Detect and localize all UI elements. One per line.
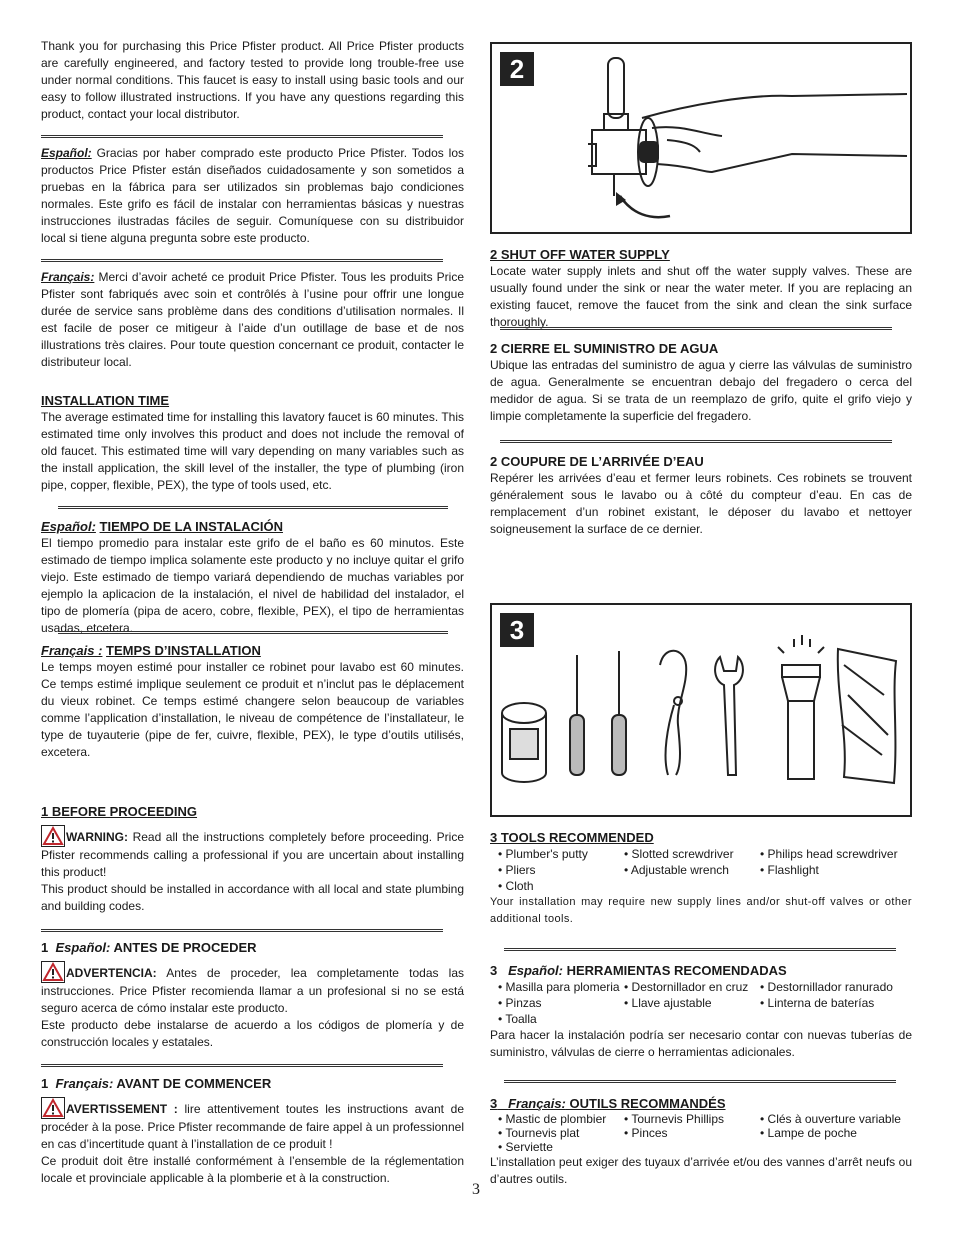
divider [500, 327, 892, 330]
warning-label: AVERTISSEMENT : [66, 1102, 178, 1116]
figure-number: 3 [500, 613, 534, 647]
install-time-text: The average estimated time for installing this lavatory faucet is 60 minutes. This estimated time only involves this product and does not include the removal of old faucet. This estimated time will vary depending on many variables such as the install application, the skill level of the installer, the type of plumbing (iron pipe, copper, flexible, PEX), the type of tools used, etc. [41, 410, 464, 492]
figure-2-shutoff-valve [490, 42, 912, 234]
step-number: 1 [41, 940, 49, 955]
intro-french [41, 269, 464, 371]
warning-icon [41, 1097, 65, 1119]
tool-item: • Destornillador en cruz [624, 980, 749, 994]
step3-french-note: L’installation peut exiger des tuyaux d’arrivée et/ou des vannes d’arrêt neufs ou d’autres outils. [490, 1155, 912, 1186]
tool-item: • Llave ajustable [624, 996, 712, 1010]
tool-item: • Tournevis Phillips [624, 1112, 725, 1126]
install-time-spanish [41, 518, 464, 637]
step2-spanish-text: Ubique las entradas del suministro de agua y cierre las válvulas de suministro de agua. Generalmente se encuentran debajo del fregadero o cerca del medidor de agua. Si se trata de un reemplazo de grifo, quite el grifo viejo y limpie completamente la superficie del fregadero. [490, 358, 912, 423]
step1-spanish [41, 939, 464, 1051]
divider [58, 506, 448, 509]
step3-french [490, 1095, 912, 1188]
step3-spanish [490, 962, 912, 1061]
step1-english [41, 803, 464, 915]
tool-item: • Mastic de plombier [498, 1112, 607, 1126]
spanish-label: Español: [55, 940, 111, 955]
step3-english [490, 829, 912, 928]
spanish-label: Español: [41, 519, 96, 534]
step1-french-title: AVANT DE COMMENCER [116, 1076, 272, 1091]
step1-french-note: Ce produit doit être installé conformément à l’ensemble de la réglementation locale et provinciale applicable à la plomberie et à la construction. [41, 1154, 464, 1185]
spanish-label: Español: [41, 146, 92, 160]
tool-item: • Tournevis plat [498, 1126, 580, 1140]
step1-note: This product should be installed in accordance with all local and state plumbing and building codes. [41, 882, 464, 913]
install-time-spanish-title: TIEMPO DE LA INSTALACIÓN [99, 519, 283, 534]
warning-icon [41, 961, 65, 983]
figure-number: 2 [500, 52, 534, 86]
warning-text: lire attentivement toutes les instructions avant de procéder à la pose. Price Pfister recommande de faire appel à un professionnel en cas d’incertitude quant à l’installation de ce produit ! [41, 1102, 464, 1151]
step3-french-title: OUTILS RECOMMANDÉS [569, 1096, 726, 1111]
step3-title: 3 TOOLS RECOMMENDED [490, 830, 654, 845]
step2-title: 2 SHUT OFF WATER SUPPLY [490, 247, 670, 262]
divider [504, 948, 896, 951]
divider [41, 259, 443, 262]
divider [41, 135, 443, 138]
tool-item: • Philips head screwdriver [760, 847, 898, 861]
tools-illustration [492, 605, 910, 815]
warning-icon [41, 825, 65, 847]
french-label: Français: [55, 1076, 114, 1091]
tool-item: • Serviette [498, 1140, 553, 1154]
step2-french-title: 2 COUPURE DE L’ARRIVÉE D’EAU [490, 454, 704, 469]
tool-item: • Clés à ouverture variable [760, 1112, 901, 1126]
french-label: Français : [41, 643, 103, 658]
intro-french-text: Merci d’avoir acheté ce produit Price Pfister. Tous les produits Price Pfister sont fabriqués avec soin et contrôlés à l’usine pour offrir une longue durée de service sans problème dans des conditions d’utilisation normales. Il est facile de poser ce mitigeur à l’aide d’un outillage de base et de nos illustrations très claires. Pour toute question concernant ce produit, contacter le distributeur local. [41, 270, 465, 369]
tool-item: • Masilla para plomeria [498, 980, 620, 994]
tool-item: • Toalla [498, 1012, 537, 1026]
step2-french [490, 453, 912, 538]
step2-spanish [490, 340, 912, 425]
intro-english-text: Thank you for purchasing this Price Pfister product. All Price Pfister products are carefully engineered, and factory tested to provide long trouble-free use under normal conditions. This faucet is easy to install using basic tools and our easy to follow illustrated instructions. If you have any questions regarding this product, contact your local distributor. [41, 39, 464, 121]
tool-item: • Cloth [498, 879, 534, 893]
tool-item: • Linterna de baterías [760, 996, 875, 1010]
divider [41, 929, 443, 932]
step-number: 3 [490, 1096, 498, 1111]
divider [41, 1064, 443, 1067]
step3-spanish-title: HERRAMIENTAS RECOMENDADAS [566, 963, 787, 978]
figure-3-tools [490, 603, 912, 817]
divider [500, 440, 892, 443]
step2-text: Locate water supply inlets and shut off the water supply valves. These are usually found under the sink or near the water meter. If you are replacing an existing faucet, remove the faucet from the sink and clean the sink surface thoroughly. [490, 264, 912, 329]
step3-note: Your installation may require new supply lines and/or shut-off valves or other additional tools. [490, 896, 912, 925]
tool-item: • Plumber's putty [498, 847, 588, 861]
intro-spanish [41, 145, 464, 247]
tool-item: • Lampe de poche [760, 1126, 857, 1140]
tool-item: • Pinces [624, 1126, 668, 1140]
tool-item: • Slotted screwdriver [624, 847, 734, 861]
tools-list [490, 1112, 912, 1154]
page-number: 3 [472, 1181, 480, 1198]
divider [58, 631, 448, 634]
install-time-french-text: Le temps moyen estimé pour installer ce robinet pour lavabo est 60 minutes. Ce temps estimé implique seulement ce produit et n’inclut pas le déplacement du vieux robinet. Ce temps estimé changere selon beaucoup de variables comme l’application d’installation, le niveau de compétence de l’installateur, le type de tuyauterie (pipe de fer, cuivre, flexible, PEX), le type d’outils utilisés, excetera. [41, 660, 464, 759]
step2-english [490, 246, 912, 331]
intro-english [41, 38, 464, 123]
valve-hand-illustration [492, 44, 910, 232]
step-number: 1 [41, 1076, 49, 1091]
step-number: 3 [490, 963, 498, 978]
tool-item: • Pinzas [498, 996, 542, 1010]
tool-item: • Pliers [498, 863, 536, 877]
step1-spanish-note: Este producto debe instalarse de acuerdo a los códigos de plomería y de construcción locales y estatales. [41, 1018, 464, 1049]
step1-french [41, 1075, 464, 1187]
install-time-english [41, 392, 464, 494]
tool-item: • Adjustable wrench [624, 863, 729, 877]
tools-list [490, 846, 912, 894]
warning-text: Antes de proceder, lea completamente todas las instrucciones. Price Pfister recomienda llamar a un profesional si no se está seguro acerca de cómo instalar este producto. [41, 966, 465, 1015]
warning-text: Read all the instructions completely before proceeding. Price Pfister recommends calling a professional if you are uncertain about installing this product! [41, 830, 464, 879]
warning-label: WARNING: [66, 830, 128, 844]
install-time-title: INSTALLATION TIME [41, 393, 170, 408]
warning-label: ADVERTENCIA: [66, 966, 157, 980]
install-time-spanish-text: El tiempo promedio para instalar este grifo de el baño es 60 minutos. Este estimado de tiempo implica solamente este producto y no incluye quitar el grifo viejo. Este estimado de tiempo variará dependiendo de muchas variables por ejemplo la aplicacion de la instalación, el nivel de habilidad del instalador, el tipo de plomería (pipa de acero, cobre, flexible, PEX), el tipo de herramientas usadas, etcetera. [41, 536, 464, 635]
tool-item: • Flashlight [760, 863, 819, 877]
french-label: Français: [508, 1096, 566, 1111]
step2-french-text: Repérer les arrivées d’eau et fermer leurs robinets. Ces robinets se trouvent généralement sous le lavabo ou à côté du compteur d’eau. En cas de remplacement d’un robinet existant, le déposer du lavabo et nettoyer soigneusement la surface de ce dernier. [490, 471, 912, 536]
tool-item: • Destornillador ranurado [760, 980, 893, 994]
french-label: Français: [41, 270, 95, 284]
divider [504, 1080, 896, 1083]
step1-spanish-title: ANTES DE PROCEDER [113, 940, 257, 955]
step2-spanish-title: 2 CIERRE EL SUMINISTRO DE AGUA [490, 341, 719, 356]
tools-list [490, 979, 912, 1027]
install-time-french-title: TEMPS D’INSTALLATION [106, 643, 261, 658]
intro-spanish-text: Gracias por haber comprado este producto Price Pfister. Todos los productos Price Pfister están diseñados cuidadosamente y son sometidos a pruebas en la fábrica para ser utilizados sin problemas bajo condiciones normales. Este grifo es fácil de instalar con herramientas básicas y nuestras instrucciones ilustradas fáciles de seguir. Comuníquese con su distribuidor local si tiene alguna pregunta sobre este producto. [41, 146, 464, 245]
install-time-french [41, 642, 464, 761]
step1-title: 1 BEFORE PROCEEDING [41, 804, 198, 819]
spanish-label: Español: [508, 963, 563, 978]
step3-spanish-note: Para hacer la instalación podría ser necesario contar con nuevas tuberías de suministro, válvulas de cierre o herramientas adicionales. [490, 1028, 912, 1059]
